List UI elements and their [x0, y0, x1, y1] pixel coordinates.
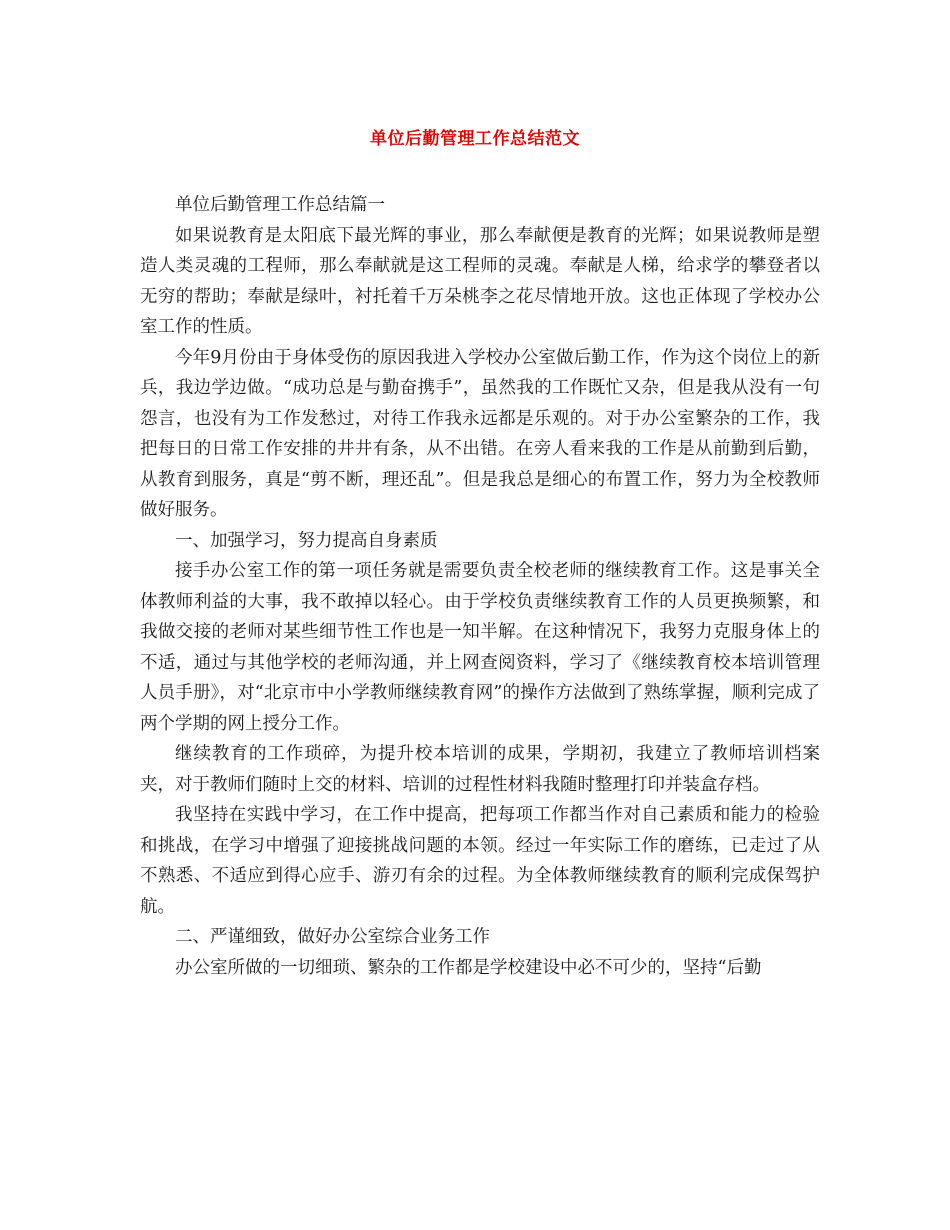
section-heading: 二、严谨细致，做好办公室综合业务工作 [175, 927, 490, 947]
body-paragraph: 继续教育的工作琐碎，为提升校本培训的成果，学期初，我建立了教师培训档案夹，对于教师们随时上交的材料、培训的过程性材料我随时整理打印并装盒存档。 [140, 744, 820, 795]
section-heading: 一、加强学习，努力提高自身素质 [175, 530, 438, 551]
body-paragraph: 接手办公室工作的第一项任务就是需要负责全校老师的继续教育工作。这是事关全体教师利益的大事，我不敢掉以轻心。由于学校负责继续教育工作的人员更换频繁，和我做交接的老师对某些细节性工作也是一知半解。在这种情况下，我努力克服身体上的不适，通过与其他学校的老师沟通，并上网查阅资料，学习了《继续教育校本培训管理人员手册》，对“北京市中小学教师继续教育网”的操作方法做到了熟练掌握，顺利完成了两个学期的网上授分工作。 [140, 561, 820, 734]
section-heading: 单位后勤管理工作总结篇一 [175, 195, 385, 215]
body-paragraph: 我坚持在实践中学习，在工作中提高，把每项工作都当作对自己素质和能力的检验和挑战，在学习中增强了迎接挑战问题的本领。经过一年实际工作的磨练，已走过了从不熟悉、不适应到得心应手、游刃有余的过程。为全体教师继续教育的顺利完成保驾护航。 [140, 805, 820, 917]
body-paragraph: 今年9月份由于身体受伤的原因我进入学校办公室做后勤工作，作为这个岗位上的新兵，我边学边做。“成功总是与勤奋携手”，虽然我的工作既忙又杂，但是我从没有一句怨言，也没有为工作发愁过，对待工作我永远都是乐观的。对于办公室繁杂的工作，我把每日的日常工作安排的井井有条，从不出错。在旁人看来我的工作是从前勤到后勤，从教育到服务，真是“剪不断，理还乱”。但是我总是细心的布置工作，努力为全校教师做好服务。 [140, 347, 820, 520]
body-paragraph: 办公室所做的一切细琐、繁杂的工作都是学校建设中必不可少的，坚持“后勤 [175, 957, 762, 978]
document-title: 单位后勤管理工作总结范文 [370, 129, 580, 149]
document-body [140, 190, 820, 983]
body-paragraph: 如果说教育是太阳底下最光辉的事业，那么奉献便是教育的光辉；如果说教师是塑造人类灵魂的工程师，那么奉献就是这工程师的灵魂。奉献是人梯，给求学的攀登者以无穷的帮助；奉献是绿叶，衬托着千万朵桃李之花尽情地开放。这也正体现了学校办公室工作的性质。 [140, 225, 820, 337]
